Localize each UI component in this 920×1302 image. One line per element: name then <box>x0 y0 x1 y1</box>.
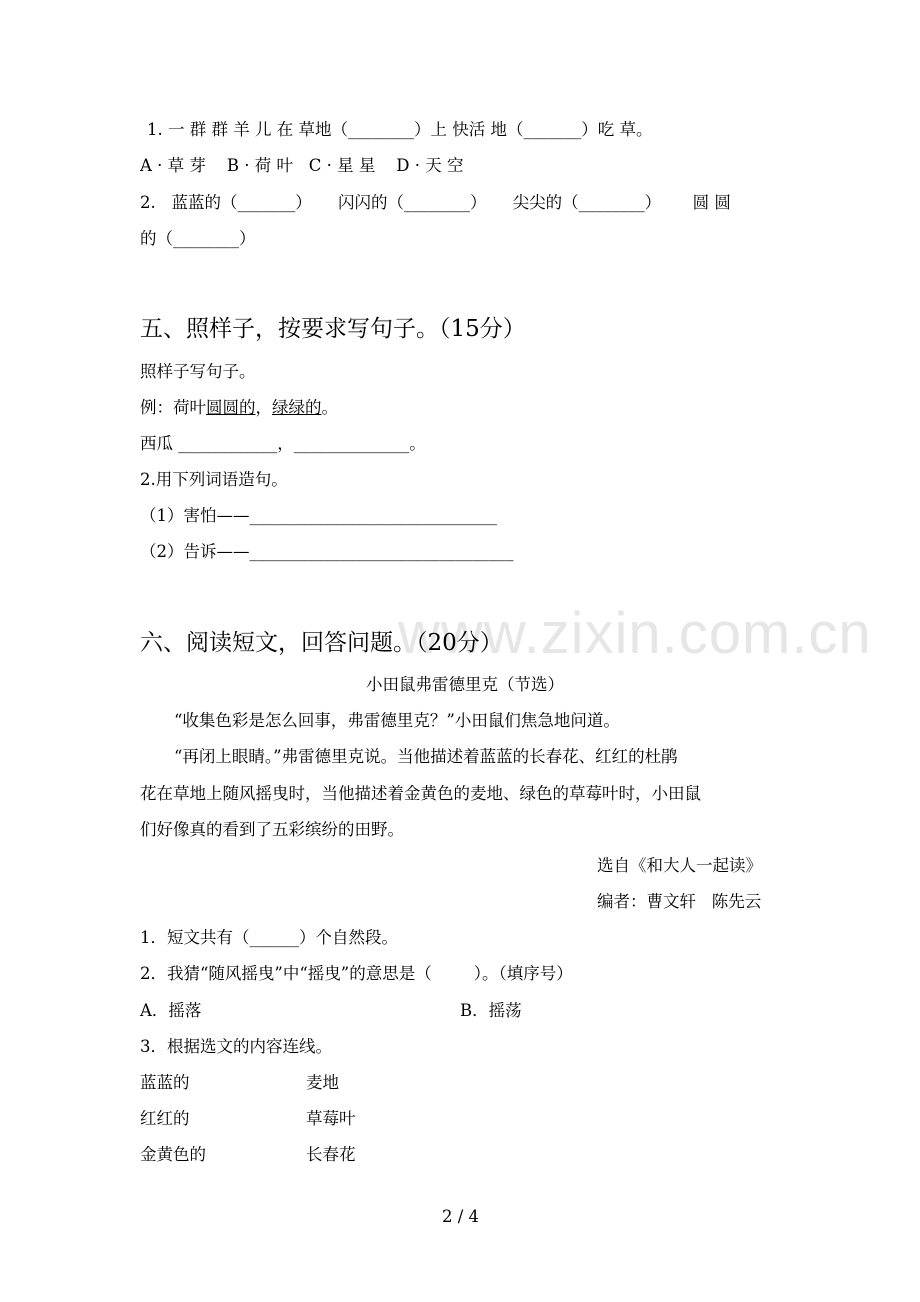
match-right-item: 草莓叶 <box>306 1109 356 1128</box>
section-6-q3: 3．根据选文的内容连线。 <box>140 1037 332 1056</box>
question-2-line2: 的（________） <box>140 229 256 248</box>
example-word-1: 圆圆的 <box>206 398 256 417</box>
question-1: 1. 一 群 群 羊 儿 在 草地（________）上 快活 地（_______）吃 草。 <box>147 120 653 139</box>
match-right-item: 麦地 <box>306 1073 339 1092</box>
section-5-item-2: （2）告诉——________________________________ <box>140 542 514 561</box>
section-5-fill-line: 西瓜 ____________，______________。 <box>140 434 426 453</box>
example-word-2: 绿绿的 <box>272 398 322 417</box>
section-5-instruction: 照样子写句子。 <box>140 362 256 381</box>
match-left-item: 金黄色的 <box>140 1145 206 1164</box>
watermark: www.zixin.com.cn <box>398 601 872 666</box>
example-comma: ， <box>255 398 272 417</box>
section-6-q1: 1．短文共有（______）个自然段。 <box>140 928 398 947</box>
match-left-item: 蓝蓝的 <box>140 1073 190 1092</box>
example-prefix: 例：荷叶 <box>140 398 206 417</box>
section-5-q2-title: 2.用下列词语造句。 <box>140 470 288 489</box>
question-2-line1: 2. 蓝蓝的（_______） 闪闪的（________） 尖尖的（________） 圆 圆 <box>140 193 731 212</box>
passage-paragraph-2-line3: 们好像真的看到了五彩缤纷的田野。 <box>140 820 404 839</box>
passage-title: 小田鼠弗雷德里克（节选） <box>366 675 564 694</box>
match-left-item: 红红的 <box>140 1109 190 1128</box>
passage-authors: 编者：曹文轩 陈先云 <box>597 892 762 911</box>
section-6-q2: 2．我猜“随风摇曳”中“摇曳”的意思是（ ）。（填序号） <box>140 964 573 983</box>
passage-paragraph-1: “收集色彩是怎么回事，弗雷德里克？”小田鼠们焦急地问道。 <box>174 711 620 730</box>
page-number: 2 / 4 <box>442 1207 480 1226</box>
section-6-q2-option-a: A．摇落 <box>140 1001 202 1020</box>
example-end: 。 <box>321 398 338 417</box>
section-5-item-1: （1）害怕——______________________________ <box>140 506 497 525</box>
section-6-heading: 六、阅读短文，回答问题。（20分） <box>140 630 503 656</box>
section-5-example <box>140 398 338 418</box>
question-1-options: A · 草 芽 B · 荷 叶 C · 星 星 D · 天 空 <box>140 156 464 175</box>
passage-paragraph-2-line2: 花在草地上随风摇曳时，当他描述着金黄色的麦地、绿色的草莓叶时，小田鼠 <box>140 784 701 803</box>
section-6-q2-option-b: B．摇荡 <box>460 1001 522 1020</box>
passage-paragraph-2-line1: “再闭上眼睛。”弗雷德里克说。当他描述着蓝蓝的长春花、红红的杜鹃 <box>174 747 678 766</box>
section-5-heading: 五、照样子，按要求写句子。（15分） <box>140 316 526 342</box>
passage-source: 选自《和大人一起读》 <box>597 856 762 875</box>
match-right-item: 长春花 <box>306 1145 356 1164</box>
